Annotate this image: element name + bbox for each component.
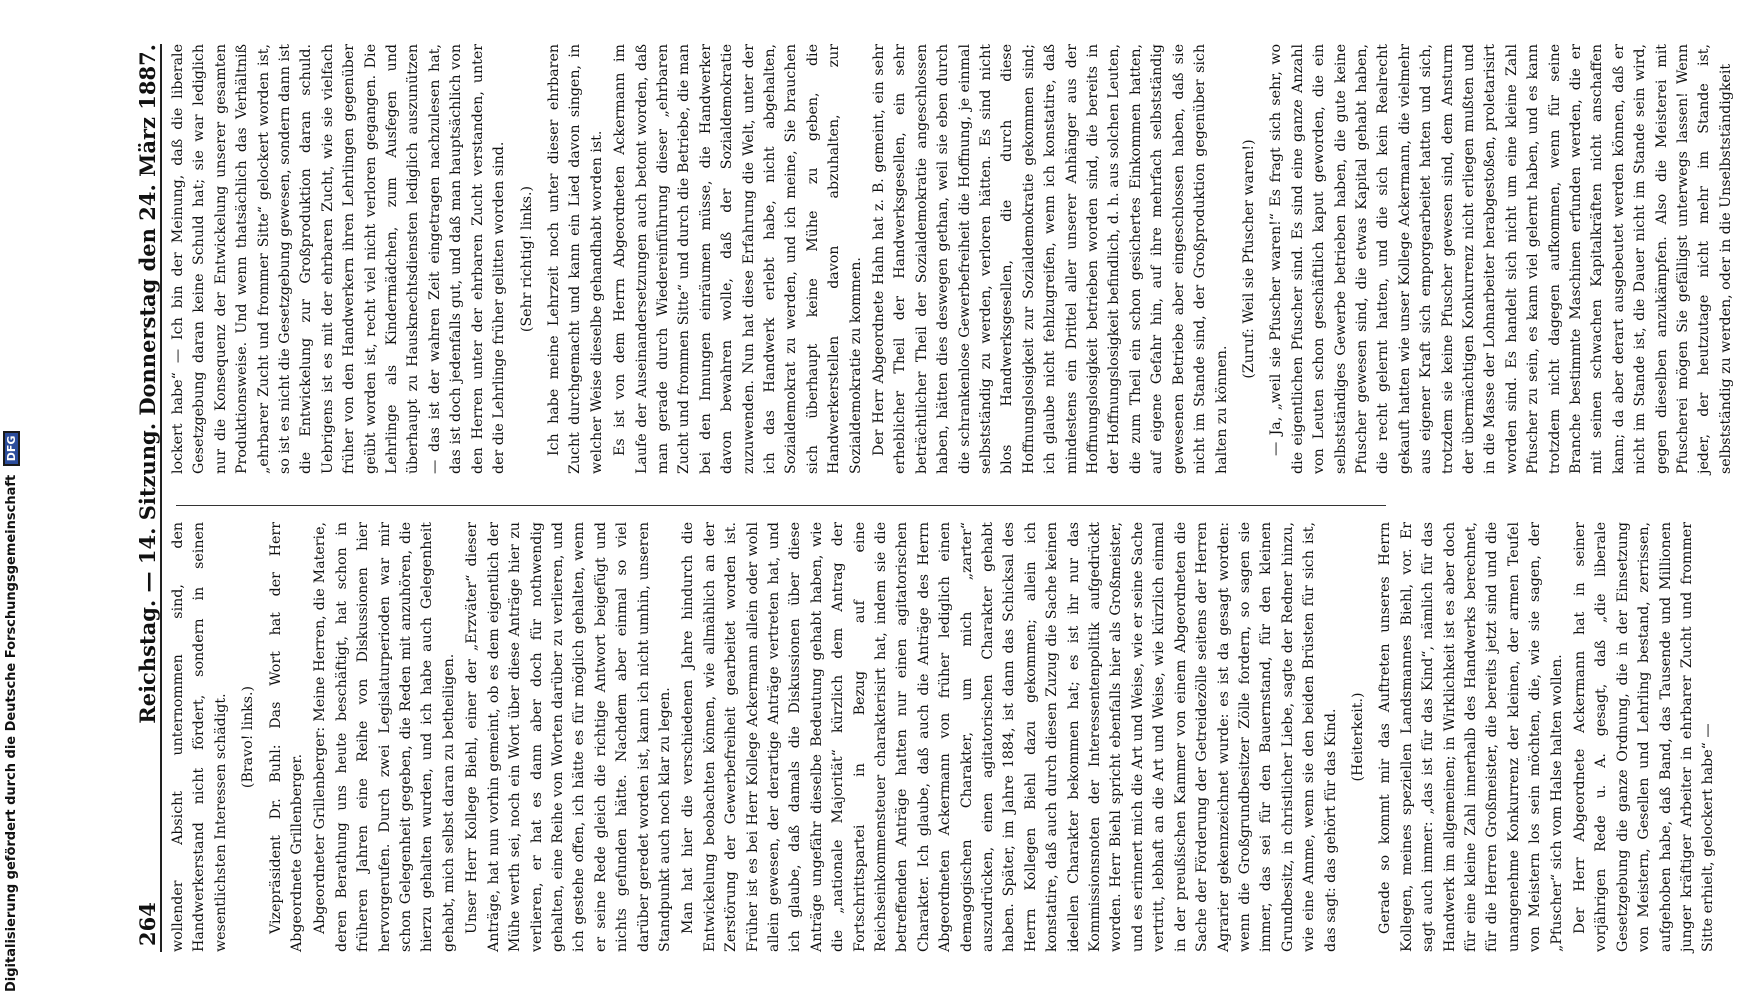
paragraph: lockert habe“ — Ich bin der Meinung, daß die liberale Gesetzgebung daran keine Schuld hat; sie war lediglich nur die Konsequenz der Entwickelung unserer gesamten Produktionsweise. Und wenn thatsächlich das Verhältniß „ehrbarer Zucht und frommer Sitte“ gelockert worden ist, so ist es nicht die Gesetzgebung gewesen, sondern dann ist die Entwickelung zur Großproduktion daran schuld. Uebrigens ist es mit der ehrbaren Zucht, wie sie vielfach früher von den Handwerkern ihren Lehrlingen gegenüber geübt worden ist, recht viel nicht verloren gegangen. Die Lehrlinge als Kindermädchen, zum Ausfegen und überhaupt zu Hausknechtsdiensten lediglich auszunützen — das ist der wahren Zeit eingetragen nachzulesen hat, das ist doch jedenfalls gut, und daß man hauptsächlich von den Herren unter der ehrbaren Zucht verstanden, unter der die Lehrlinge früher gelitten worden sind. — [170, 44, 508, 474]
page-number: 264 — [135, 902, 160, 946]
applause-note: (Bravo! links.) — [240, 685, 257, 789]
paragraph: Gerade so kommt mir das Auftreten unseres Herrn Kollegen, meines speziellen Landsmannes Biehl, vor. Er sagt auch immer: „das ist für das Kind“, nämlich für das Handwerk im allgemeinen; in Wirklichkeit ist es aber doch für eine kleine Zahl innerhalb des Handwerks berechnet, für die Herren Großmeister, die bereits jetzt sind und die unangenehme Konkurrenz der kleinen, der armen Teufel von Meistern los sein möchten, die, wie sie sagen, der „Pfuscher“ sich vom Halse halten wollen. — [1377, 522, 1565, 952]
paragraph: wollender Absicht unternommen sind, den Handwerkerstand nicht fördert, sondern in seinen wesentlichsten Interessen schädigt. — [170, 522, 229, 952]
column-divider — [176, 505, 1386, 506]
funding-label: Digitalisierung gefördert durch die Deutsche Forschungsgemeinschaft — [4, 474, 19, 992]
sidebar-attribution — [0, 0, 26, 1000]
paragraph: Es ist von dem Herrn Abgeordneten Ackermann im Laufe der Auseinandersetzungen auch betont worden, daß man gerade durch Wiedereinführung dieser „ehrbaren Zucht und frommen Sitte“ und durch die Betriebe, die man bei den Innungen einräumen müsse, die Handwerker davon bewahren wolle, daß der Sozialdemokratie zuzuwenden. Nun hat diese Erfahrung die Welt, unter der ich das Handwerk erlebt habe, nicht abgehalten, Sozialdemokrat zu werden, und ich meine, Sie brauchen sich überhaupt keine Mühe zu geben, die Handwerkerstellen davon abzuhalten, zur Sozialdemokratie zu kommen. — [612, 44, 864, 474]
paragraph: Der Herr Abgeordnete Ackermann hat in seiner vorjährigen Rede u. A. gesagt, daß „die liberale Gesetzgebung die ganze Ordnung, die in der Einsetzung von Meistern, Gesellen und Lehrling bestand, zerrissen, aufgehoben habe, daß Band, das Tausende und Millionen junger kräftiger Arbeiter in ehrbarer Zucht und frommer Sitte erhielt, gelockert habe“ — — [1572, 522, 1717, 952]
paragraph: Man hat hier die verschiedenen Jahre hindurch die Entwickelung beobachten können, wie allmählich an der Zerstörung der Gewerbefreiheit gearbeitet worden ist. Früher ist es bei Herr Kollege Ackermann allein oder wohl allein gewesen, der derartige Anträge vertreten hat, und ich glaube, daß damals die Diskussionen über diese Anträge ungefähr dieselbe Bedeutung gehabt haben, wie die „nationale Majorität“ kürzlich dem Antrag der Fortschrittspartei in Bezug auf eine Reichseinkommensteuer charakterisirt hat, indem sie die betreffenden Anträge hatten nur einen agitatorischen Charakter. Ich glaube, daß auch die Anträge des Herrn Abgeordneten Ackermann von früher lediglich einen demagogischen Charakter, um mich „zarter“ auszudrücken, einen agitatorischen Charakter gehabt haben. Später, im Jahre 1884, ist dann das Schicksal des Herrn Kollegen Biehl dazu gekommen; allein ich konstatire, daß auch durch diesen Zuzug die Sache keinen ideellen Charakter bekommen hat; es ist ihr nur das Kommissionsnoten der Interessentenpolitik aufgedrückt worden. Herr Biehl spricht ebenfalls hier als Großmeister, und es erinnert mich die Art und Weise, wie er seine Sache vertritt, lebhaft an die Art und Weise, wie kürzlich einmal in der preußischen Kammer von einem Abgeordneten die Sache der Förderung der Getreidezölle seitens der Herren Agrarier gekennzeichnet wurde: es ist da gesagt worden: wenn die Großgrundbesitzer Zölle fordern, so sagen sie immer, das sei für den Bauernstand, für den kleinen Grundbesitz, in christlicher Liebe, sagte der Redner hinzu, wie eine Amme, wenn sie den beiden Brüsten für sich ist, das sagt: das gehört für das Kind. — [680, 522, 1339, 952]
page-header — [120, 44, 162, 952]
left-column — [168, 522, 1717, 952]
dfg-logo: DFG — [3, 431, 20, 467]
rotated-page — [80, 0, 1734, 1000]
funding-note — [3, 431, 20, 992]
interjection-note: (Zuruf: Weil sie Pfuscher waren!) — [1240, 139, 1257, 379]
paragraph: Unser Herr Kollege Biehl, einer der „Erzväter“ dieser Anträge, hat nun vorhin gemeint, ob es dem eigentlich der Mühe werth sei, noch ein Wort über diese Anträge hier zu verlieren, er hat es dann aber doch für nothwendig gehalten, eine Reihe von Worten darüber zu verlieren, und ich gestehe offen, ich hätte es für möglich gehalten, wenn er seine Rede gleich die richtige Antwort beigefügt und nichts gefunden hätte. Nachdem aber einmal so viel darüber geredet worden ist, kann ich nicht umhin, unseren Standpunkt auch noch klar zu legen. — [464, 522, 673, 952]
applause-note: (Heiterkeit.) — [1349, 692, 1366, 782]
paragraph: Der Herr Abgeordnete Hahn hat z. B. gemeint, ein sehr erheblicher Theil der Handwerksgesellen, ein sehr beträchtlicher Theil der Sozialdemokratie angeschlossen haben, hätten dies deswegen gethan, weil sie eben durch die schrankenlose Gewerbefreiheit die Hoffnung, je einmal selbstständig zu werden, verloren hätten. Es sind nicht blos Handwerksgesellen, die durch diese Hoffnungslosigkeit zur Sozialdemokratie gekommen sind; ich glaube nicht fehlzugreifen, wenn ich konstatire, daß mindestens ein Drittel aller unserer Anhänger aus der Hoffnungslosigkeit betrieben worden sind, die bereits in der Hoffnungslosigkeit befindlich, d. h. aus solchen Leuten, die zum Theil ein schon gesichertes Einkommen hatten, auf eigene Gefahr hin, auf ihre mehrfach selbstständig gewesenen Betriebe aber eingeschlossen haben, daß sie nicht im Stande sind, der Großproduktion gegenüber sich halten zu können. — [871, 44, 1230, 474]
paragraph: — Ja, „weil sie Pfuscher waren!“ Es fragt sich sehr, wo die eigentlichen Pfuscher sind. Es sind eine ganze Anzahl von Leuten schon geschäftlich kaput geworden, die ein selbstständiges Gewerbe betrieben haben, die gute keine Pfuscher gewesen sind, die etwas Kapital gehabt haben, die recht gelernt hatten, und die sich kein Realrecht gekauft hatten wie unser Kollege Ackermann, die vielmehr aus eigener Kraft sich emporgearbeitet hatten und sich, trotzdem sie keine Pfuscher gewesen sind, dem Ansturm der übermächtigen Konkurrenz nicht erliegen mußten und in die Masse der Lohnarbeiter herabgestoßen, proletarisirt worden sind. Es handelt sich nicht um eine kleine Zahl Pfuscher zu sein, es kann viel gelernt haben, und es kann trotzdem nicht dagegen aufkommen, wenn für seine Branche bestimmte Maschinen erfunden werden, die er mit seinen schwachen Kapitalkräften nicht anschaffen kann; da aber derart ausgebeutet werden können, daß er nicht im Stande ist, die Dauer nicht im Stande sein wird, gegen dieselben anzukämpfen. Also die Meisterei mit Pfuscherei mögen Sie gefälligst unterwegs lassen! Wenn jeder, der heutzutage nicht mehr im Stande ist, selbstständig zu werden, oder in die Unselbstständigkeit — [1268, 44, 1734, 474]
paragraph: Ich habe meine Lehrzeit noch unter dieser ehrbaren Zucht durchgemacht und kann ein Lied davon singen, in welcher Weise dieselbe gehandhabt worden ist. — [545, 44, 605, 474]
page-content — [80, 0, 1734, 1000]
applause-note: (Sehr richtig! links.) — [518, 185, 535, 333]
right-column — [168, 44, 1734, 474]
paragraph: Vizepräsident Dr. Buhl: Das Wort hat der Herr Abgeordnete Grillenberger. — [267, 522, 306, 952]
page-title: Reichstag. — 14. Sitzung. Donnerstag den 24. März 1887. — [135, 44, 160, 724]
paragraph: Abgeordneter Grillenberger: Meine Herren, die Materie, deren Berathung uns heute beschäftigt, hat schon in früheren Jahren eine Reihe von Diskussionen hier hervorgerufen. Durch zwei Legislaturperioden war mir schon Gelegenheit gegeben, die Reden mit anzuhören, die hierzu gehalten wurden, und ich habe auch Gelegenheit gehabt, mich selbst daran zu betheiligen. — [312, 522, 457, 952]
